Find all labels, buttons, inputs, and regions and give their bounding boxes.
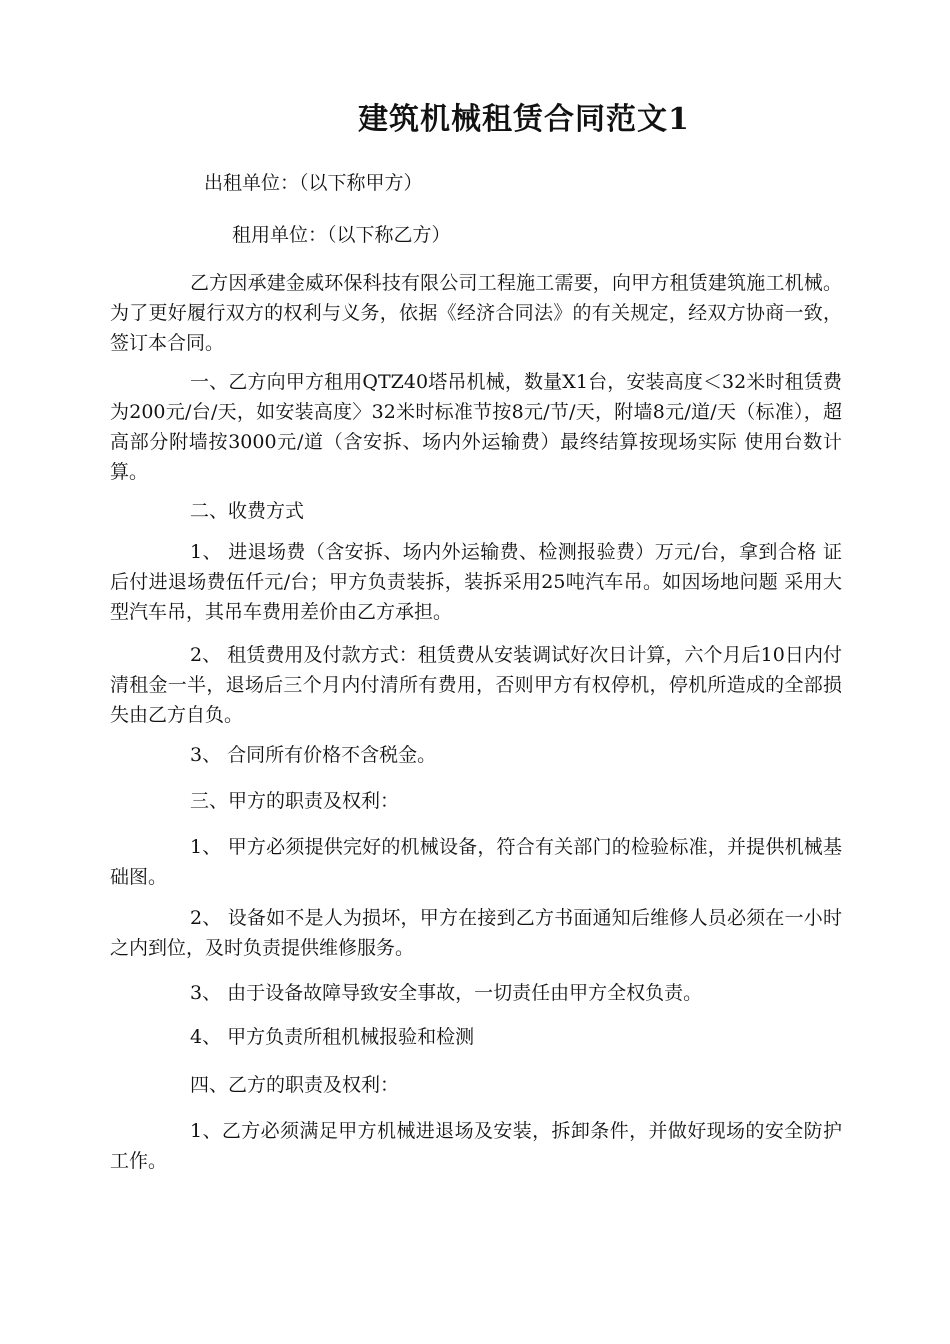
- section-3-heading: 三、甲方的职责及权利：: [190, 790, 400, 812]
- section-2-item-1: 1、 进退场费（含安拆、场内外运输费、检测报验费）万元/台，拿到合格 证后付进退场费伍仟元/台；甲方负责装拆，装拆采用25吨汽车吊。如因场地问题 采用大型汽车吊，其吊车费用差价由乙方承担。: [110, 541, 842, 623]
- section-3-item-1: 1、 甲方必须提供完好的机械设备，符合有关部门的检验标准，并提供机械基础图。: [110, 836, 842, 888]
- section-2-item-2: 2、 租赁费用及付款方式：租赁费从安装调试好次日计算，六个月后10日内付清租金一半，退场后三个月内付清所有费用，否则甲方有权停机，停机所造成的全部损失由乙方自负。: [110, 644, 842, 726]
- lessor-line: 出租单位：（以下称甲方）: [204, 172, 423, 194]
- intro-paragraph: 乙方因承建金威环保科技有限公司工程施工需要，向甲方租赁建筑施工机械。为了更好履行双方的权利与义务，依据《经济合同法》的有关规定，经双方协商一致，签订本合同。: [110, 272, 842, 354]
- lessee-line: 租用单位：（以下称乙方）: [232, 224, 451, 246]
- section-3-item-2: 2、 设备如不是人为损坏，甲方在接到乙方书面通知后维修人员必须在一小时之内到位，及时负责提供维修服务。: [110, 907, 842, 959]
- section-4-item-1: 1、乙方必须满足甲方机械进退场及安装，拆卸条件，并做好现场的安全防护工作。: [110, 1120, 842, 1172]
- document-title: 建筑机械租赁合同范文1: [358, 102, 690, 137]
- section-4-heading: 四、乙方的职责及权利：: [190, 1074, 400, 1096]
- clause-1-paragraph: 一、乙方向甲方租用QTZ40塔吊机械，数量X1台，安装高度＜32米时租赁费为200元/台/天，如安装高度〉32米时标准节按8元/节/天，附墙8元/道/天（标准），超高部分附墙按3000元/道（含安拆、场内外运输费）最终结算按现场实际 使用台数计算。: [110, 371, 842, 483]
- section-3-item-4: 4、 甲方负责所租机械报验和检测: [190, 1026, 475, 1048]
- section-2-heading: 二、收费方式: [190, 500, 305, 522]
- section-3-item-3: 3、 由于设备故障导致安全事故，一切责任由甲方全权负责。: [190, 982, 703, 1004]
- section-2-item-3: 3、 合同所有价格不含税金。: [190, 744, 437, 766]
